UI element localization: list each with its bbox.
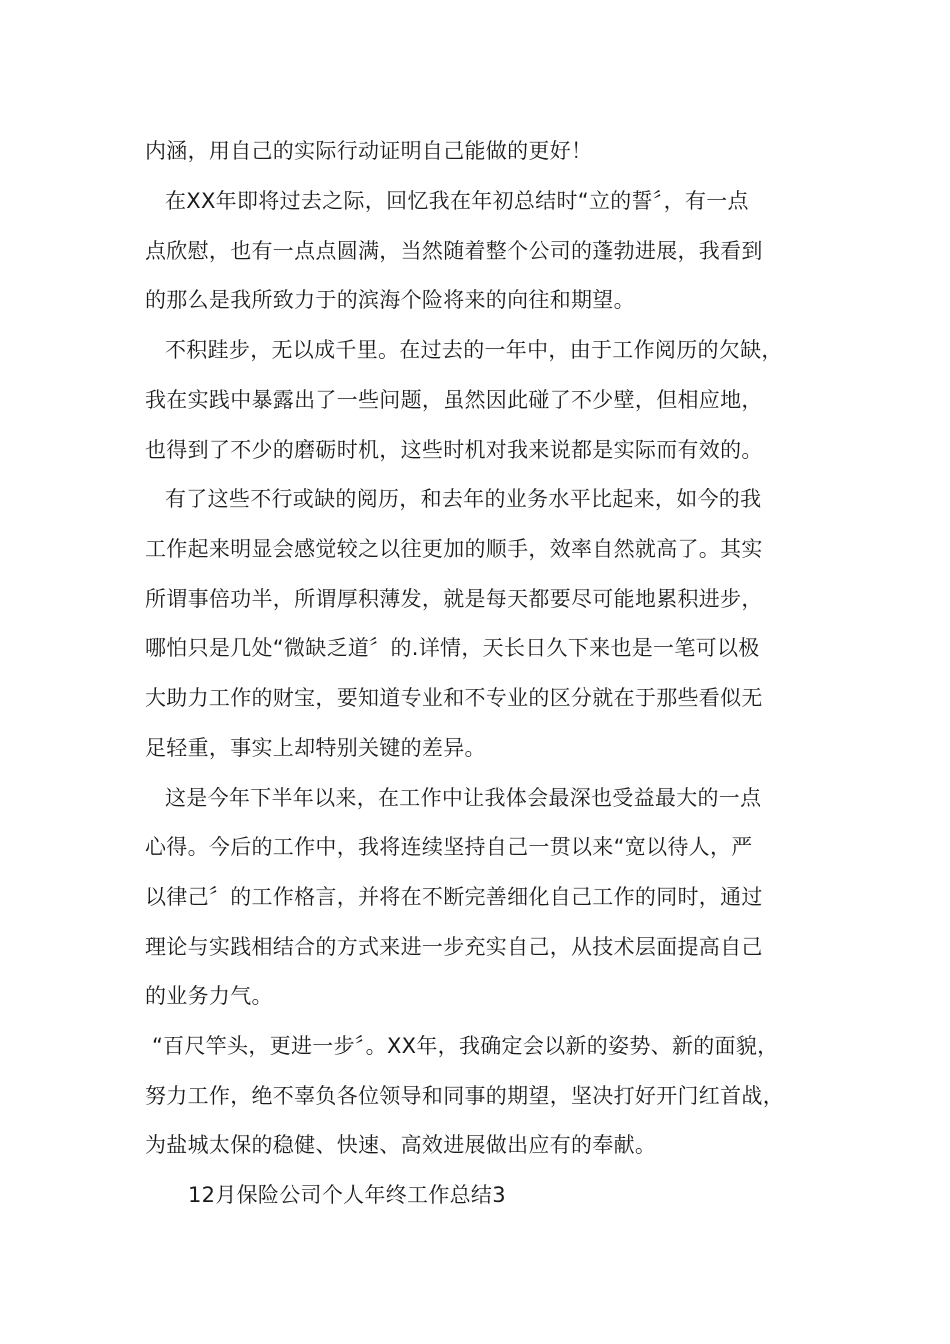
text-line: 有了这些不行或缺的阅历，和去年的业务水平比起来，如今的我 <box>165 487 762 511</box>
text-line: 心得。今后的工作中，我将连续坚持自己一贯以来“宽以待人，严 <box>145 835 753 859</box>
text-line: 以律己〞的工作格言，并将在不断完善细化自己工作的同时，通过 <box>145 885 763 909</box>
text-line: 所谓事倍功半，所谓厚积薄发，就是每天都要尽可能地累积进步， <box>145 587 763 611</box>
text-line: 点欣慰，也有一点点圆满，当然随着整个公司的蓬勃进展，我看到 <box>145 239 763 263</box>
text-line: 工作起来明显会感觉较之以往更加的顺手，效率自然就高了。其实 <box>145 537 763 561</box>
text-line: 努力工作，绝不辜负各位领导和同事的期望，坚决打好开门红首战， <box>145 1084 784 1108</box>
text-line: 不积跬步，无以成千里。在过去的一年中，由于工作阅历的欠缺， <box>165 338 783 362</box>
text-line: 在XX年即将过去之际，回忆我在年初总结时“立的誓〞，有一点 <box>165 189 749 213</box>
text-line: 这是今年下半年以来，在工作中让我体会最深也受益最大的一点 <box>165 786 762 810</box>
text-line: 大助力工作的财宝，要知道专业和不专业的区分就在于那些看似无 <box>145 686 763 710</box>
text-line: “百尺竿头，更进一步〞。XX年，我确定会以新的姿势、新的面貌， <box>152 1034 779 1058</box>
text-line: 哪怕只是几处“微缺乏道〞的.详情，天长日久下来也是一笔可以极 <box>145 636 760 660</box>
text-line: 我在实践中暴露出了一些问题，虽然因此碰了不少壁，但相应地， <box>145 388 763 412</box>
text-line: 也得到了不少的磨砺时机，这些时机对我来说都是实际而有效的。 <box>145 438 763 462</box>
section-heading: 12月保险公司个人年终工作总结3 <box>188 1183 506 1207</box>
text-line: 的那么是我所致力于的滨海个险将来的向往和期望。 <box>145 288 635 312</box>
text-line: 内涵，用自己的实际行动证明自己能做的更好！ <box>145 139 593 163</box>
text-line: 为盐城太保的稳健、快速、高效进展做出应有的奉献。 <box>145 1133 657 1157</box>
text-line: 理论与实践相结合的方式来进一步充实自己，从技术层面提高自己 <box>145 935 763 959</box>
text-line: 的业务力气。 <box>145 984 273 1008</box>
text-line: 足轻重，事实上却特别关键的差异。 <box>145 736 486 760</box>
